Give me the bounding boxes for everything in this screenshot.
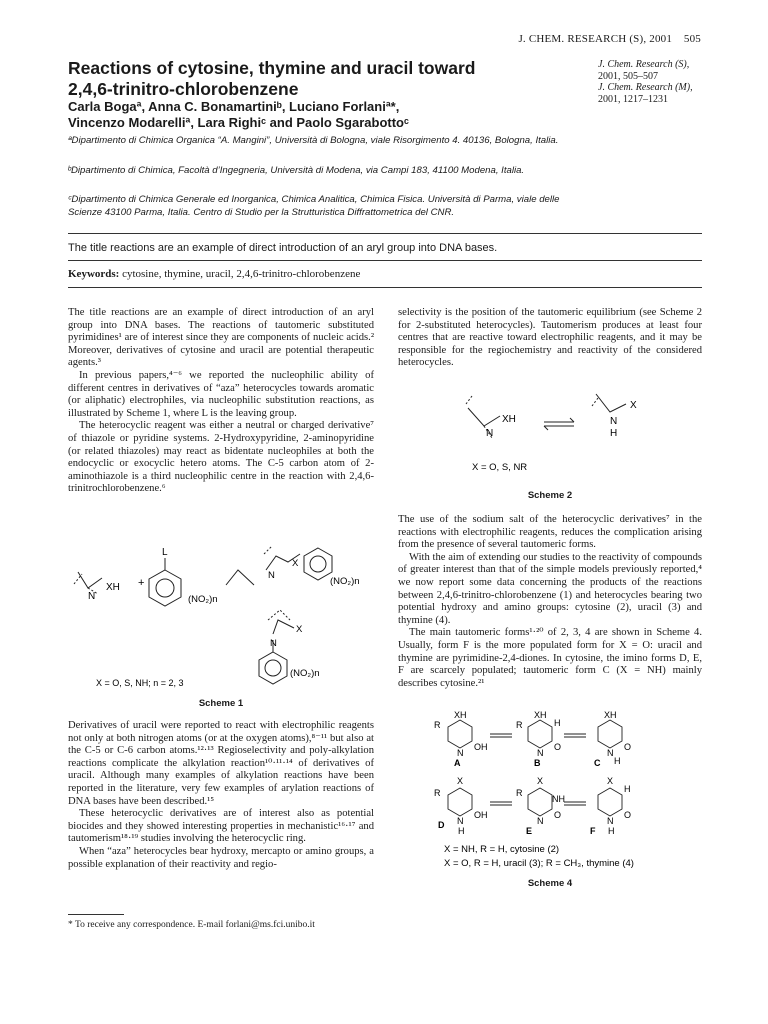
plus-sign: + xyxy=(138,577,145,589)
h-label: H xyxy=(610,428,618,439)
x-label: X xyxy=(292,558,299,569)
h-label: H xyxy=(608,826,615,836)
affiliation-b: ᵇDipartimento di Chimica, Facoltà d’Ingegneria, Università di Modena, via Campi 183, 41100 Modena, Italia. xyxy=(68,165,525,176)
h-label: H xyxy=(554,718,561,728)
l-label: L xyxy=(162,547,168,558)
form-label: A xyxy=(454,758,461,768)
paragraph: selectivity is the position of the tautomeric equilibrium (see Scheme 2 for 2-substituted heterocycles). Tautomerism produces at least four centres that are reactive toward electrophilic reagents, and it may be responsible for the regiochemistry and reactivity of the considered heterocycles. xyxy=(398,307,702,369)
x-label: X xyxy=(537,776,544,786)
scheme-legend: X = O, R = H, uracil (3); R = CH₃, thymine (4) xyxy=(444,858,634,869)
form-label: B xyxy=(534,758,541,768)
scheme-legend: X = O, S, NR xyxy=(472,462,528,473)
scheme-4-caption: Scheme 4 xyxy=(527,878,573,889)
n-label: N xyxy=(268,570,275,581)
xh-label: XH xyxy=(106,582,120,593)
form-label: E xyxy=(526,826,533,836)
divider xyxy=(68,260,702,261)
paragraph: When “aza” heterocycles bear hydroxy, mercapto or amino groups, a possible explanation of their reactivity and regio- xyxy=(68,845,374,870)
o-label: O xyxy=(624,742,632,752)
n-label: N xyxy=(270,638,277,649)
oh-label: OH xyxy=(474,810,488,820)
paragraph: In previous papers,⁴⁻⁶ we reported the nucleophilic ability of different centres in derivatives of “aza” heterocycles towards aromatic (or aliphatic) electrophiles, via nucleophilic substitution reactions, as illustrated by Scheme 1, where L is the leaving group. xyxy=(68,369,374,419)
scheme-legend: X = O, S, NH; n = 2, 3 xyxy=(96,678,184,688)
n-label: N xyxy=(537,816,544,826)
citation-block: J. Chem. Research (S), 2001, 505–507 J. Chem. Research (M), 2001, 1217–1231 xyxy=(598,59,693,105)
x-label: X xyxy=(630,400,637,411)
paragraph: The use of the sodium salt of the heterocyclic derivatives⁷ in the reactions with electrophilic reagents, reduces the complication arising from the presence of several tautomeric forms. xyxy=(398,514,702,551)
divider xyxy=(68,233,702,234)
divider xyxy=(68,287,702,288)
article-title: Reactions of cytosine, thymine and uracil toward 2,4,6-trinitro-chlorobenzene xyxy=(68,58,476,99)
running-head xyxy=(518,33,701,45)
scheme-2-diagram xyxy=(440,378,680,488)
scheme-1-caption: Scheme 1 xyxy=(198,698,244,709)
form-label: C xyxy=(594,758,601,768)
h-label: H xyxy=(614,756,621,766)
footnote-rule xyxy=(68,914,124,915)
r-label: R xyxy=(516,720,523,730)
n-label: N xyxy=(486,428,494,439)
n-label: N xyxy=(610,416,618,427)
scheme-legend: X = NH, R = H, cytosine (2) xyxy=(444,844,560,855)
n-label: N xyxy=(457,748,464,758)
page-number: 505 xyxy=(683,33,701,45)
no2-label: (NO₂)n xyxy=(188,594,218,605)
footnote: * To receive any correspondence. E-mail forlani@ms.fci.unibo.it xyxy=(68,920,315,930)
paragraph: These heterocyclic derivatives are of interest also as potential biocides and they showed interesting properties in mechanistic¹⁶·¹⁷ and tautomerism¹⁸·¹⁹ studies involving the heterocyclic ring. xyxy=(68,808,374,845)
paragraph: The main tautomeric forms¹·²⁰ of 2, 3, 4 are shown in Scheme 4. Usually, form F is the more populated form for X = O: uracil and thymine are pyrimidine-2,4-diones. In cytosine, the imino forms D, E, F are scarcely populated; tautomeric form C (X = NH) mainly describes cytosine.²¹ xyxy=(398,627,702,689)
keywords: Keywords: cytosine, thymine, uracil, 2,4,6-trinitro-chlorobenzene xyxy=(68,268,361,280)
right-column-top xyxy=(398,307,702,370)
r-label: R xyxy=(516,788,523,798)
x-label: X xyxy=(457,776,464,786)
scheme-2-caption: Scheme 2 xyxy=(527,490,573,501)
n-label: N xyxy=(88,591,96,602)
xh-label: XH xyxy=(454,710,467,720)
o-label: O xyxy=(554,742,562,752)
journal-name: J. CHEM. RESEARCH (S), 2001 xyxy=(518,33,673,45)
n-label: N xyxy=(607,816,614,826)
left-column-bottom xyxy=(68,720,374,871)
scheme-1-diagram xyxy=(68,540,378,700)
paragraph: With the aim of extending our studies to the reactivity of compounds of greater interest than that of the simple models previously reported,⁴ we now report some data concerning the products of the reactions between 2,4,6-trinitro-chlorobenzene (1) and heterocycles bearing two potential hydroxy and amino groups: cytosine (2), uracil (3) and thymine (4). xyxy=(398,551,702,626)
left-column-top xyxy=(68,307,374,496)
x-label: X xyxy=(607,776,614,786)
xh-label: XH xyxy=(604,710,617,720)
n-label: N xyxy=(607,748,614,758)
scheme-4-diagram xyxy=(430,710,690,880)
n-label: N xyxy=(537,748,544,758)
h-label: H xyxy=(458,826,465,836)
no2-label: (NO₂)n xyxy=(330,576,360,587)
paragraph: The heterocyclic reagent was either a neutral or charged derivative⁷ of thiazole or pyridine systems. 2-Hydroxypyridine, 2-aminopyridine (or related thiazoles) may react as bidentate nucleophiles at both the endocyclic or exocyclic hetero atoms. The C-5 carbon atom of 2-aminothiazole is a third nucleophilic centre in the reaction with 2,4,6-trinitrochlorobenzene.⁶ xyxy=(68,420,374,495)
xh-label: XH xyxy=(502,414,516,425)
no2-label: (NO₂)n xyxy=(290,668,320,679)
paragraph: The title reactions are an example of direct introduction of an aryl group into DNA bases. The reactions of tautomeric substituted pyrimidines¹ are of interest since they are components of nucleic acids.² Moreover, derivatives of cytosine and uracil are potential therapeutic agents.³ xyxy=(68,307,374,369)
nh-label: NH xyxy=(552,794,565,804)
r-label: R xyxy=(434,720,441,730)
n-label: N xyxy=(457,816,464,826)
author-list: Carla Bogaª, Anna C. Bonamartiniᵇ, Luciano Forlaniª*, Vincenzo Modarelliª, Lara Righiᶜ and Paolo Sgarabottoᶜ xyxy=(68,99,409,130)
right-column-middle xyxy=(398,514,702,690)
abstract: The title reactions are an example of direct introduction of an aryl group into DNA bases. xyxy=(68,242,498,254)
r-label: R xyxy=(434,788,441,798)
affiliation-a: ªDipartimento di Chimica Organica “A. Mangini”, Università di Bologna, viale Risorgimento 4. 40136, Bologna, Italia. xyxy=(68,135,559,146)
x-label: X xyxy=(296,624,303,635)
oh-label: OH xyxy=(474,742,488,752)
o-label: O xyxy=(624,810,632,820)
h-label: H xyxy=(624,784,631,794)
form-label: F xyxy=(590,826,596,836)
o-label: O xyxy=(554,810,562,820)
paragraph: Derivatives of uracil were reported to react with electrophilic reagents not only at both nitrogen atoms (or at the oxygen atoms),⁸⁻¹¹ but also at the C-5 or C-6 carbon atoms.¹²·¹³ Regioselectivity and poly-alkylation reactions complicate the alkylation reaction¹⁰·¹¹·¹⁴ of derivatives of uracil. Although many examples of alkylation reactions have been reported in the literature, very few examples of arylation reactions of DNA bases have been described.¹⁵ xyxy=(68,720,374,807)
xh-label: XH xyxy=(534,710,547,720)
affiliation-c: ᶜDipartimento di Chimica Generale ed Inorganica, Chimica Analitica, Chimica Fisica. Università di Parma, viale delle Scienze 43100 Parma, Italia. Centro di Studio per la Strutturistica Diffrattometrica del CNR. xyxy=(68,194,560,218)
form-label: D xyxy=(438,820,445,830)
